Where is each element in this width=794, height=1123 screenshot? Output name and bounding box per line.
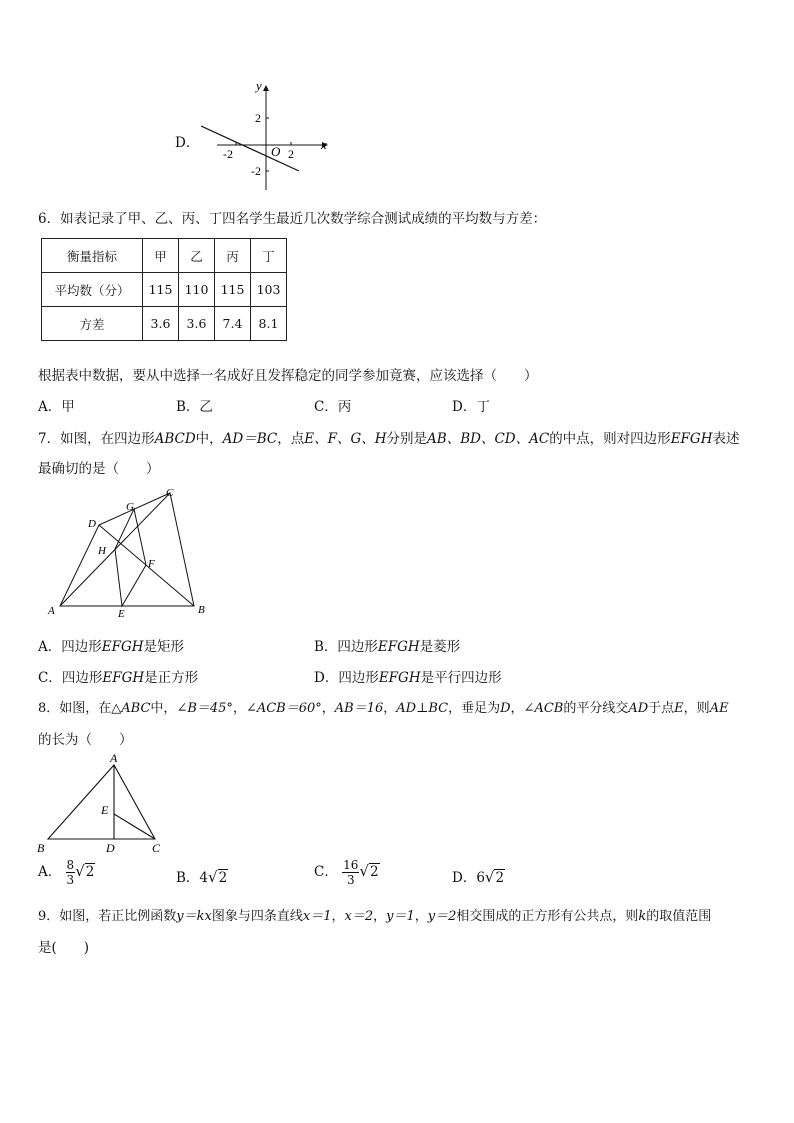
table-cell: 115 xyxy=(143,273,179,307)
q6-question: 根据表中数据，要从中选择一名成好且发挥稳定的同学参加竟赛，应该选择（ ） xyxy=(38,368,538,384)
q8-label-d: D xyxy=(106,841,115,855)
q5-option-d-graph xyxy=(195,78,335,196)
q6-stem: 6．如表记录了甲、乙、丙、丁四名学生最近几次数学综合测试成绩的平均数与方差： xyxy=(38,211,547,227)
q8-stem-line2: 的长为（ ） xyxy=(38,732,133,748)
q8-option-d[interactable]: D．6√2 xyxy=(452,868,505,886)
sqrt-icon: √ xyxy=(484,868,495,886)
q5-tick-x-neg: -2 xyxy=(223,147,233,161)
q5-tick-y-pos: 2 xyxy=(255,111,261,125)
table-cell: 103 xyxy=(251,273,287,307)
q6-table xyxy=(41,238,287,341)
q7-option-b[interactable]: B．四边形EFGH是菱形 xyxy=(314,639,461,655)
q7-label-e: E xyxy=(118,608,125,620)
q8-option-a[interactable]: A． $\frac{8}{3}$ √2 xyxy=(38,858,95,887)
q7-stem-line2: 最确切的是（ ） xyxy=(38,461,160,477)
q5-tick-y-neg: -2 xyxy=(251,164,261,178)
q8-label-e: E xyxy=(101,803,109,817)
q7-label-f: F xyxy=(148,558,155,570)
table-header-cell: 乙 xyxy=(179,239,215,273)
q5-tick-x-pos: 2 xyxy=(288,147,294,161)
table-row xyxy=(42,307,287,341)
q6-option-c[interactable]: C．丙 xyxy=(314,399,352,415)
q5-line xyxy=(201,126,299,171)
q7-label-h: H xyxy=(98,545,106,557)
fraction: $\frac{8}{3}$ xyxy=(66,858,75,887)
q7-option-d[interactable]: D．四边形EFGH是平行四边形 xyxy=(314,670,502,686)
q8-stem: 8．如图，在△ABC中，∠B＝45°，∠ACB＝60°，AB＝16，AD⊥BC，垂足为D，∠ACB的平分线交AD于点E，则AE xyxy=(38,701,729,716)
table-row xyxy=(42,239,287,273)
table-cell: 7.4 xyxy=(215,307,251,341)
q8-figure xyxy=(34,750,174,858)
table-header-cell: 甲 xyxy=(143,239,179,273)
sqrt-icon: √ xyxy=(208,868,218,886)
q9-stem-line2: 是( ) xyxy=(38,940,90,956)
sqrt-icon: √ xyxy=(359,862,369,880)
q7-label-b: B xyxy=(198,604,205,616)
q7-option-a[interactable]: A．四边形EFGH是矩形 xyxy=(38,639,185,655)
q8-label-b: B xyxy=(37,841,45,855)
table-row xyxy=(42,273,287,307)
q8-option-b[interactable]: B．4√2 xyxy=(176,868,228,886)
q7-option-c[interactable]: C．四边形EFGH是正方形 xyxy=(38,670,199,686)
table-cell: 8.1 xyxy=(251,307,287,341)
table-cell: 方差 xyxy=(42,307,143,341)
table-cell: 平均数（分） xyxy=(42,273,143,307)
q7-figure xyxy=(40,482,220,622)
table-cell: 3.6 xyxy=(179,307,215,341)
table-cell: 3.6 xyxy=(143,307,179,341)
q8-option-c[interactable]: C． $\frac{16}{3}$ √2 xyxy=(314,858,379,887)
q7-label-c: C xyxy=(166,487,174,499)
q5-x-label: x xyxy=(321,137,327,152)
q7-label-d: D xyxy=(88,518,96,530)
q5-option-d-label: D． xyxy=(175,135,200,151)
q5-origin-label: O xyxy=(271,144,281,159)
table-header-cell: 衡量指标 xyxy=(42,239,143,273)
q8-label-c: C xyxy=(152,841,161,855)
q5-y-label: y xyxy=(256,78,262,93)
fraction: $\frac{16}{3}$ xyxy=(343,858,359,887)
q7-label-g: G xyxy=(126,501,134,513)
q7-stem: 7．如图，在四边形ABCD中，AD＝BC，点E、F、G、H分别是AB、BD、CD、AC的中点，则对四边形EFGH表述 xyxy=(38,431,740,447)
table-header-cell: 丁 xyxy=(251,239,287,273)
table-header-cell: 丙 xyxy=(215,239,251,273)
q9-stem: 9．如图，若正比例函数y＝kx图象与四条直线x＝1，x＝2，y＝1，y＝2相交围成的正方形有公共点，则k的取值范围 xyxy=(38,909,712,924)
table-cell: 115 xyxy=(215,273,251,307)
q6-option-a[interactable]: A．甲 xyxy=(38,399,75,415)
q6-option-d[interactable]: D．丁 xyxy=(452,399,490,415)
table-cell: 110 xyxy=(179,273,215,307)
q8-label-a: A xyxy=(110,751,118,765)
q7-label-a: A xyxy=(48,605,55,617)
sqrt-icon: √ xyxy=(75,862,85,880)
q6-option-b[interactable]: B．乙 xyxy=(176,399,213,415)
